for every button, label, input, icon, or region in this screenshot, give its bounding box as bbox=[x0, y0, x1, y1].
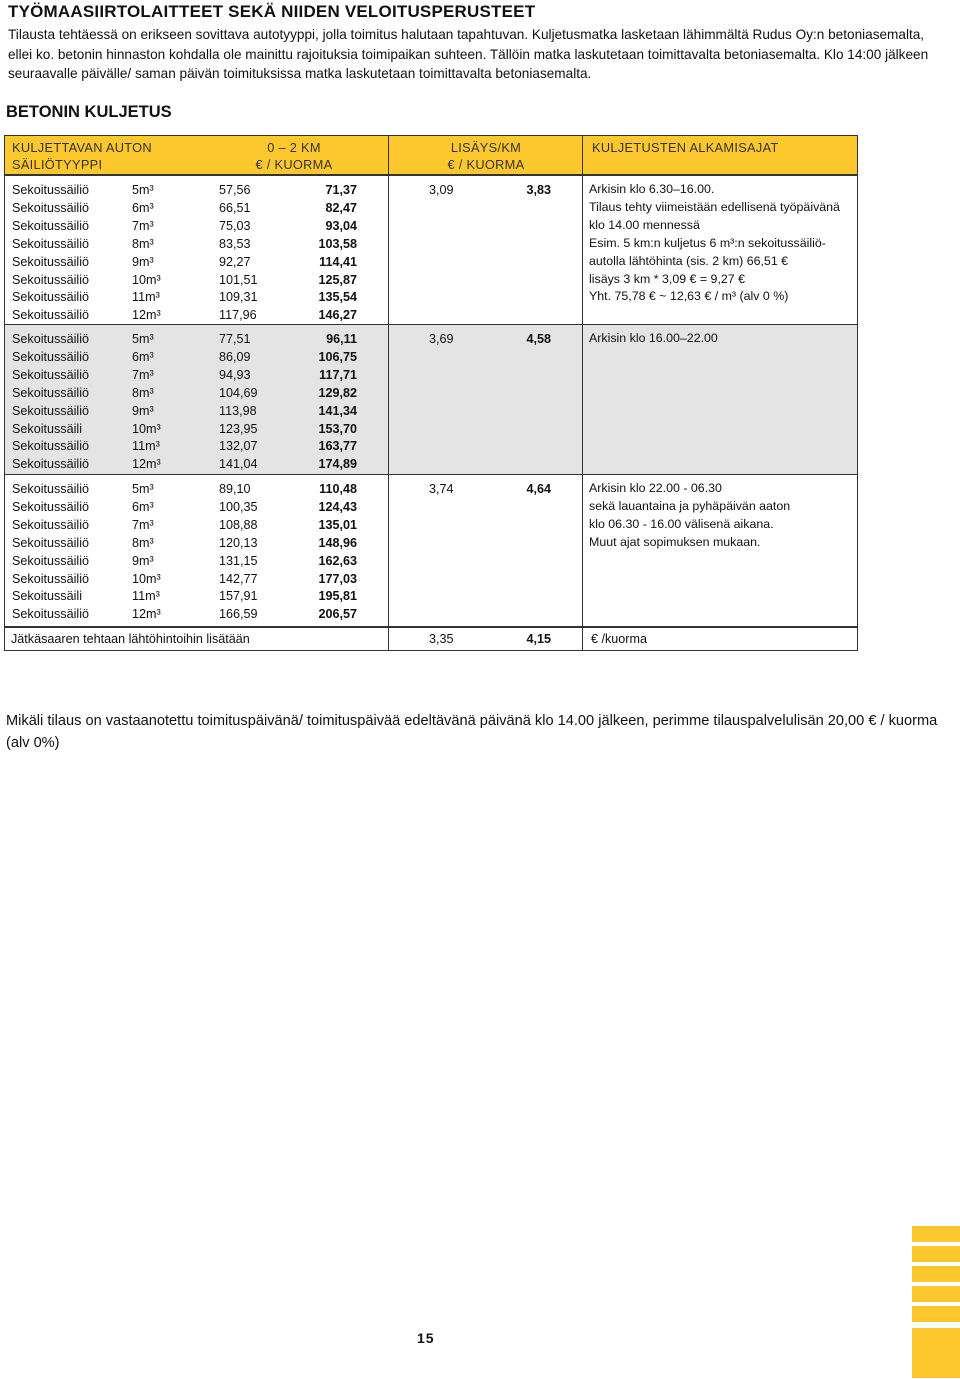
base-price-vat: 177,03 bbox=[318, 571, 357, 586]
jatkasaari-value-vat: 4,15 bbox=[526, 632, 551, 646]
base-price-vat: 146,27 bbox=[318, 308, 357, 323]
vehicle-type: Sekoitussäiliö bbox=[12, 553, 90, 568]
tank-size: 8m³ bbox=[132, 236, 154, 251]
vehicle-type: Sekoitussäili bbox=[12, 421, 82, 436]
table-row bbox=[5, 570, 859, 588]
schedule-note: Arkisin klo 16.00–22.00 bbox=[589, 331, 718, 345]
tank-size: 7m³ bbox=[132, 517, 154, 532]
base-price: 108,88 bbox=[219, 517, 258, 532]
schedule-note: Arkisin klo 22.00 - 06.30 bbox=[589, 481, 722, 495]
tank-size: 6m³ bbox=[132, 200, 154, 215]
base-price-vat: 141,34 bbox=[318, 403, 357, 418]
base-price: 157,91 bbox=[219, 589, 258, 604]
tank-size: 5m³ bbox=[132, 482, 154, 496]
decorative-stripe bbox=[912, 1328, 960, 1378]
per-km-price: 3,09 bbox=[429, 183, 454, 197]
page-title: TYÖMAASIIRTOLAITTEET SEKÄ NIIDEN VELOITUSPERUSTEET bbox=[8, 2, 536, 21]
base-price: 123,95 bbox=[219, 421, 258, 436]
base-price: 141,04 bbox=[219, 457, 258, 472]
base-price-vat: 129,82 bbox=[318, 385, 357, 400]
decorative-stripe bbox=[912, 1266, 960, 1282]
base-price: 120,13 bbox=[219, 535, 258, 550]
header-vehicle-line2: SÄILIÖTYYPPI bbox=[12, 157, 103, 172]
vehicle-type: Sekoitussäiliö bbox=[12, 457, 90, 472]
table-row bbox=[5, 402, 859, 420]
base-price: 92,27 bbox=[219, 254, 251, 269]
table-row bbox=[5, 455, 859, 473]
base-price: 86,09 bbox=[219, 349, 251, 364]
base-price: 94,93 bbox=[219, 367, 251, 382]
base-price-vat: 106,75 bbox=[318, 349, 357, 364]
base-price-vat: 195,81 bbox=[318, 589, 357, 604]
per-km-price-vat: 4,58 bbox=[526, 332, 551, 346]
table-row bbox=[5, 420, 859, 438]
base-price: 142,77 bbox=[219, 571, 258, 586]
tank-size: 12m³ bbox=[132, 607, 161, 622]
base-price: 66,51 bbox=[219, 200, 251, 215]
price-block bbox=[4, 475, 858, 627]
vehicle-type: Sekoitussäiliö bbox=[12, 517, 90, 532]
base-price-vat: 103,58 bbox=[318, 236, 357, 251]
section-title: BETONIN KULJETUS bbox=[6, 103, 172, 121]
vehicle-type: Sekoitussäiliö bbox=[12, 499, 90, 514]
schedule-note: Yht. 75,78 € ~ 12,63 € / m³ (alv 0 %) bbox=[589, 289, 789, 304]
column-divider bbox=[388, 627, 389, 651]
schedule-note: Muut ajat sopimuksen mukaan. bbox=[589, 534, 761, 549]
table-row bbox=[5, 605, 859, 623]
tank-size: 5m³ bbox=[132, 183, 154, 197]
base-price-vat: 114,41 bbox=[319, 254, 357, 269]
table-row bbox=[5, 306, 859, 324]
base-price: 132,07 bbox=[219, 439, 258, 454]
base-price-vat: 117,71 bbox=[319, 367, 357, 382]
jatkasaari-label: Jätkäsaaren tehtaan lähtöhintoihin lisätään bbox=[11, 632, 250, 646]
header-vehicle-line1: KULJETTAVAN AUTON bbox=[12, 140, 152, 155]
base-price: 75,03 bbox=[219, 218, 251, 233]
vehicle-type: Sekoitussäiliö bbox=[12, 403, 90, 418]
decorative-stripe bbox=[912, 1246, 960, 1262]
tank-size: 6m³ bbox=[132, 349, 154, 364]
table-row bbox=[5, 384, 859, 402]
vehicle-type: Sekoitussäili bbox=[12, 589, 82, 604]
header-base-line1: 0 – 2 KM bbox=[267, 140, 321, 155]
tank-size: 7m³ bbox=[132, 218, 154, 233]
schedule-note: sekä lauantaina ja pyhäpäivän aaton bbox=[589, 498, 791, 513]
vehicle-type: Sekoitussäiliö bbox=[12, 200, 90, 215]
tank-size: 10m³ bbox=[132, 571, 161, 586]
schedule-note: klo 14.00 mennessä bbox=[589, 217, 700, 232]
header-start-times bbox=[592, 139, 779, 156]
page-number: 15 bbox=[417, 1330, 435, 1346]
base-price: 77,51 bbox=[219, 332, 251, 346]
base-price: 83,53 bbox=[219, 236, 251, 251]
tank-size: 10m³ bbox=[132, 421, 161, 436]
base-price: 166,59 bbox=[219, 607, 258, 622]
vehicle-type: Sekoitussäiliö bbox=[12, 254, 90, 269]
tank-size: 5m³ bbox=[132, 332, 154, 346]
base-price: 57,56 bbox=[219, 183, 251, 197]
vehicle-type: Sekoitussäiliö bbox=[12, 607, 90, 622]
column-divider bbox=[582, 627, 583, 651]
base-price: 117,96 bbox=[219, 308, 257, 323]
base-price-vat: 135,01 bbox=[318, 517, 357, 532]
base-price-vat: 153,70 bbox=[318, 421, 357, 436]
schedule-note: autolla lähtöhinta (sis. 2 km) 66,51 € bbox=[589, 253, 789, 268]
vehicle-type: Sekoitussäiliö bbox=[12, 236, 90, 251]
tank-size: 11m³ bbox=[132, 290, 160, 305]
schedule-note: Esim. 5 km:n kuljetus 6 m³:n sekoitussäiliö- bbox=[589, 235, 826, 250]
base-price-vat: 110,48 bbox=[319, 482, 357, 496]
vehicle-type: Sekoitussäiliö bbox=[12, 571, 90, 586]
tank-size: 10m³ bbox=[132, 272, 161, 287]
tank-size: 8m³ bbox=[132, 385, 154, 400]
table-row bbox=[5, 552, 859, 570]
table-row bbox=[5, 437, 859, 455]
tank-size: 11m³ bbox=[132, 439, 160, 454]
tank-size: 9m³ bbox=[132, 403, 154, 418]
tank-size: 7m³ bbox=[132, 367, 154, 382]
jatkasaari-unit: € /kuorma bbox=[591, 632, 647, 646]
tank-size: 11m³ bbox=[132, 589, 160, 604]
price-block bbox=[4, 175, 858, 325]
base-price-vat: 71,37 bbox=[325, 183, 357, 197]
base-price-vat: 162,63 bbox=[318, 553, 357, 568]
header-divider bbox=[582, 136, 583, 174]
tank-size: 9m³ bbox=[132, 553, 154, 568]
decorative-stripe bbox=[912, 1306, 960, 1322]
vehicle-type: Sekoitussäiliö bbox=[12, 439, 90, 454]
table-header bbox=[4, 135, 858, 175]
table-row bbox=[5, 217, 859, 235]
schedule-note: klo 06.30 - 16.00 välisenä aikana. bbox=[589, 516, 774, 531]
vehicle-type: Sekoitussäiliö bbox=[12, 367, 90, 382]
table-row bbox=[5, 348, 859, 366]
base-price-vat: 148,96 bbox=[318, 535, 357, 550]
header-km-line2: € / KUORMA bbox=[447, 157, 525, 172]
jatkasaari-value: 3,35 bbox=[429, 632, 454, 646]
per-km-price: 3,74 bbox=[429, 482, 454, 496]
tank-size: 6m³ bbox=[132, 499, 154, 514]
base-price: 100,35 bbox=[219, 499, 258, 514]
base-price: 131,15 bbox=[219, 553, 258, 568]
vehicle-type: Sekoitussäiliö bbox=[12, 290, 90, 305]
decorative-stripe bbox=[912, 1286, 960, 1302]
per-km-price-vat: 3,83 bbox=[526, 183, 551, 197]
tank-size: 12m³ bbox=[132, 308, 161, 323]
table-row bbox=[5, 181, 859, 199]
base-price: 104,69 bbox=[219, 385, 258, 400]
base-price-vat: 135,54 bbox=[318, 290, 357, 305]
schedule-note: Tilaus tehty viimeistään edellisenä työpäivänä bbox=[589, 199, 840, 214]
schedule-note: Arkisin klo 6.30–16.00. bbox=[589, 182, 715, 196]
header-base-line2: € / KUORMA bbox=[255, 157, 333, 172]
base-price-vat: 125,87 bbox=[318, 272, 357, 287]
base-price-vat: 96,11 bbox=[326, 332, 357, 346]
price-block bbox=[4, 325, 858, 475]
jatkasaari-row bbox=[4, 627, 858, 651]
per-km-price-vat: 4,64 bbox=[526, 482, 551, 496]
vehicle-type: Sekoitussäiliö bbox=[12, 482, 90, 496]
base-price-vat: 93,04 bbox=[325, 218, 357, 233]
table-row bbox=[5, 480, 859, 498]
base-price-vat: 124,43 bbox=[318, 499, 357, 514]
vehicle-type: Sekoitussäiliö bbox=[12, 183, 90, 197]
header-divider bbox=[388, 136, 389, 174]
per-km-price: 3,69 bbox=[429, 332, 454, 346]
schedule-note: lisäys 3 km * 3,09 € = 9,27 € bbox=[589, 271, 746, 286]
tank-size: 8m³ bbox=[132, 535, 154, 550]
base-price: 101,51 bbox=[219, 272, 258, 287]
tank-size: 12m³ bbox=[132, 457, 161, 472]
vehicle-type: Sekoitussäiliö bbox=[12, 218, 90, 233]
base-price-vat: 82,47 bbox=[325, 200, 357, 215]
vehicle-type: Sekoitussäiliö bbox=[12, 332, 90, 346]
base-price-vat: 206,57 bbox=[318, 607, 357, 622]
vehicle-type: Sekoitussäiliö bbox=[12, 349, 90, 364]
header-per-km bbox=[443, 139, 529, 173]
base-price: 113,98 bbox=[219, 403, 257, 418]
vehicle-type: Sekoitussäiliö bbox=[12, 385, 90, 400]
header-vehicle-type bbox=[12, 139, 152, 173]
vehicle-type: Sekoitussäiliö bbox=[12, 272, 90, 287]
base-price-vat: 163,77 bbox=[318, 439, 357, 454]
base-price: 109,31 bbox=[219, 290, 258, 305]
table-row bbox=[5, 366, 859, 384]
vehicle-type: Sekoitussäiliö bbox=[12, 308, 90, 323]
header-times-line1: KULJETUSTEN ALKAMISAJAT bbox=[592, 140, 779, 155]
footer-note: Mikäli tilaus on vastaanotettu toimituspäivänä/ toimituspäivää edeltävänä päivänä klo 14.00 jälkeen, perimme tilauspalvelulisän 20,00 € / kuorma (alv 0%) bbox=[6, 713, 938, 751]
table-row bbox=[5, 587, 859, 605]
vehicle-type: Sekoitussäiliö bbox=[12, 535, 90, 550]
decorative-stripe bbox=[912, 1226, 960, 1242]
base-price: 89,10 bbox=[219, 482, 251, 496]
base-price-vat: 174,89 bbox=[318, 457, 357, 472]
tank-size: 9m³ bbox=[132, 254, 154, 269]
header-km-line1: LISÄYS/KM bbox=[450, 140, 522, 155]
table-row bbox=[5, 330, 859, 348]
intro-paragraph: Tilausta tehtäessä on erikseen sovittava autotyyppi, jolla toimitus halutaan tapahtuvan. Kuljetusmatka lasketaan lähimmältä Rudus Oy:n betoniasemalta, ellei ko. betonin hinnaston kohdalla ole mainittu rajoituksia toimipaikan suhteen. Tällöin matka laskutetaan toimittavalta betoniasemalta. Klo 14:00 jälkeen seuraavalle päivälle/ saman päivän toimituksissa matka laskutetaan toimittavalta betoniasemalta. bbox=[8, 27, 929, 81]
header-base-price bbox=[249, 139, 339, 173]
